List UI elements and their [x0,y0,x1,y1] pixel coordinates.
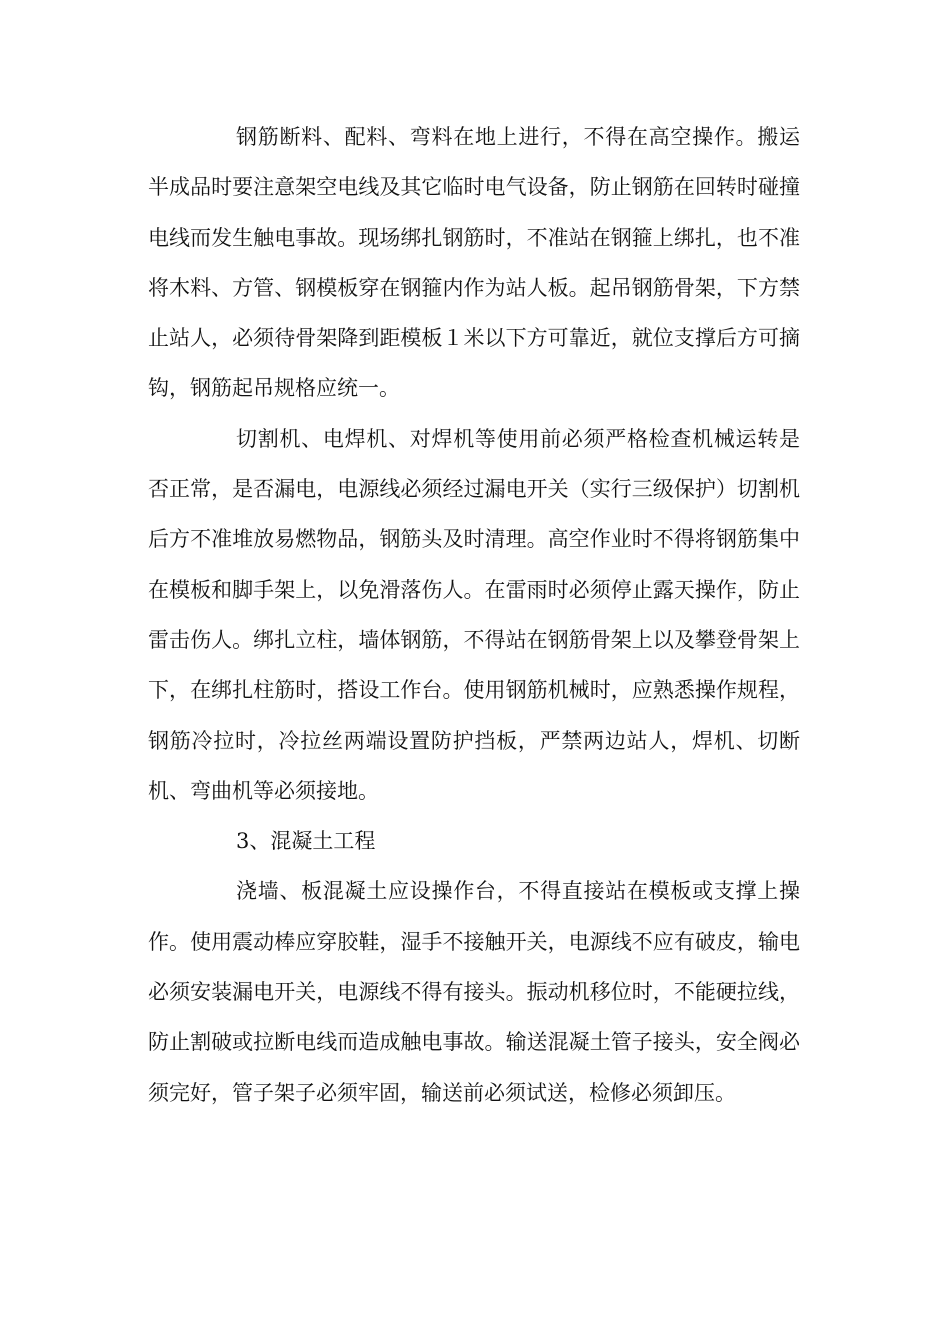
section-heading-concrete: 3、混凝土工程 [236,829,376,854]
paragraph-machinery-safety: 切割机、电焊机、对焊机等使用前必须严格检查机械运转是否正常，是否漏电，电源线必须经过漏电开关（实行三级保护）切割机后方不准堆放易燃物品，钢筋头及时清理。高空作业时不得将钢筋集中在模板和脚手架上，以免滑落伤人。在雷雨时必须停止露天操作，防止雷击伤人。绑扎立柱，墙体钢筋，不得站在钢筋骨架上以及攀登骨架上下，在绑扎柱筋时，搭设工作台。使用钢筋机械时，应熟悉操作规程，钢筋冷拉时，冷拉丝两端设置防护挡板，严禁两边站人，焊机、切断机、弯曲机等必须接地。 [148,426,800,803]
paragraph-rebar-processing: 钢筋断料、配料、弯料在地上进行，不得在高空操作。搬运半成品时要注意架空电线及其它临时电气设备，防止钢筋在回转时碰撞电线而发生触电事故。现场绑扎钢筋时，不准站在钢箍上绑扎，也不准将木料、方管、钢模板穿在钢箍内作为站人板。起吊钢筋骨架，下方禁止站人，必须待骨架降到距模板１米以下方可靠近，就位支撑后方可摘钩，钢筋起吊规格应统一。 [148,125,800,401]
paragraph-concrete-safety: 浇墙、板混凝土应设操作台，不得直接站在模板或支撑上操作。使用震动棒应穿胶鞋，湿手不接触开关，电源线不应有破皮，输电必须安装漏电开关，电源线不得有接头。振动机移位时，不能硬拉线，防止割破或拉断电线而造成触电事故。输送混凝土管子接头，安全阀必须完好，管子架子必须牢固，输送前必须试送，检修必须卸压。 [148,879,800,1105]
document-body [148,112,800,1118]
